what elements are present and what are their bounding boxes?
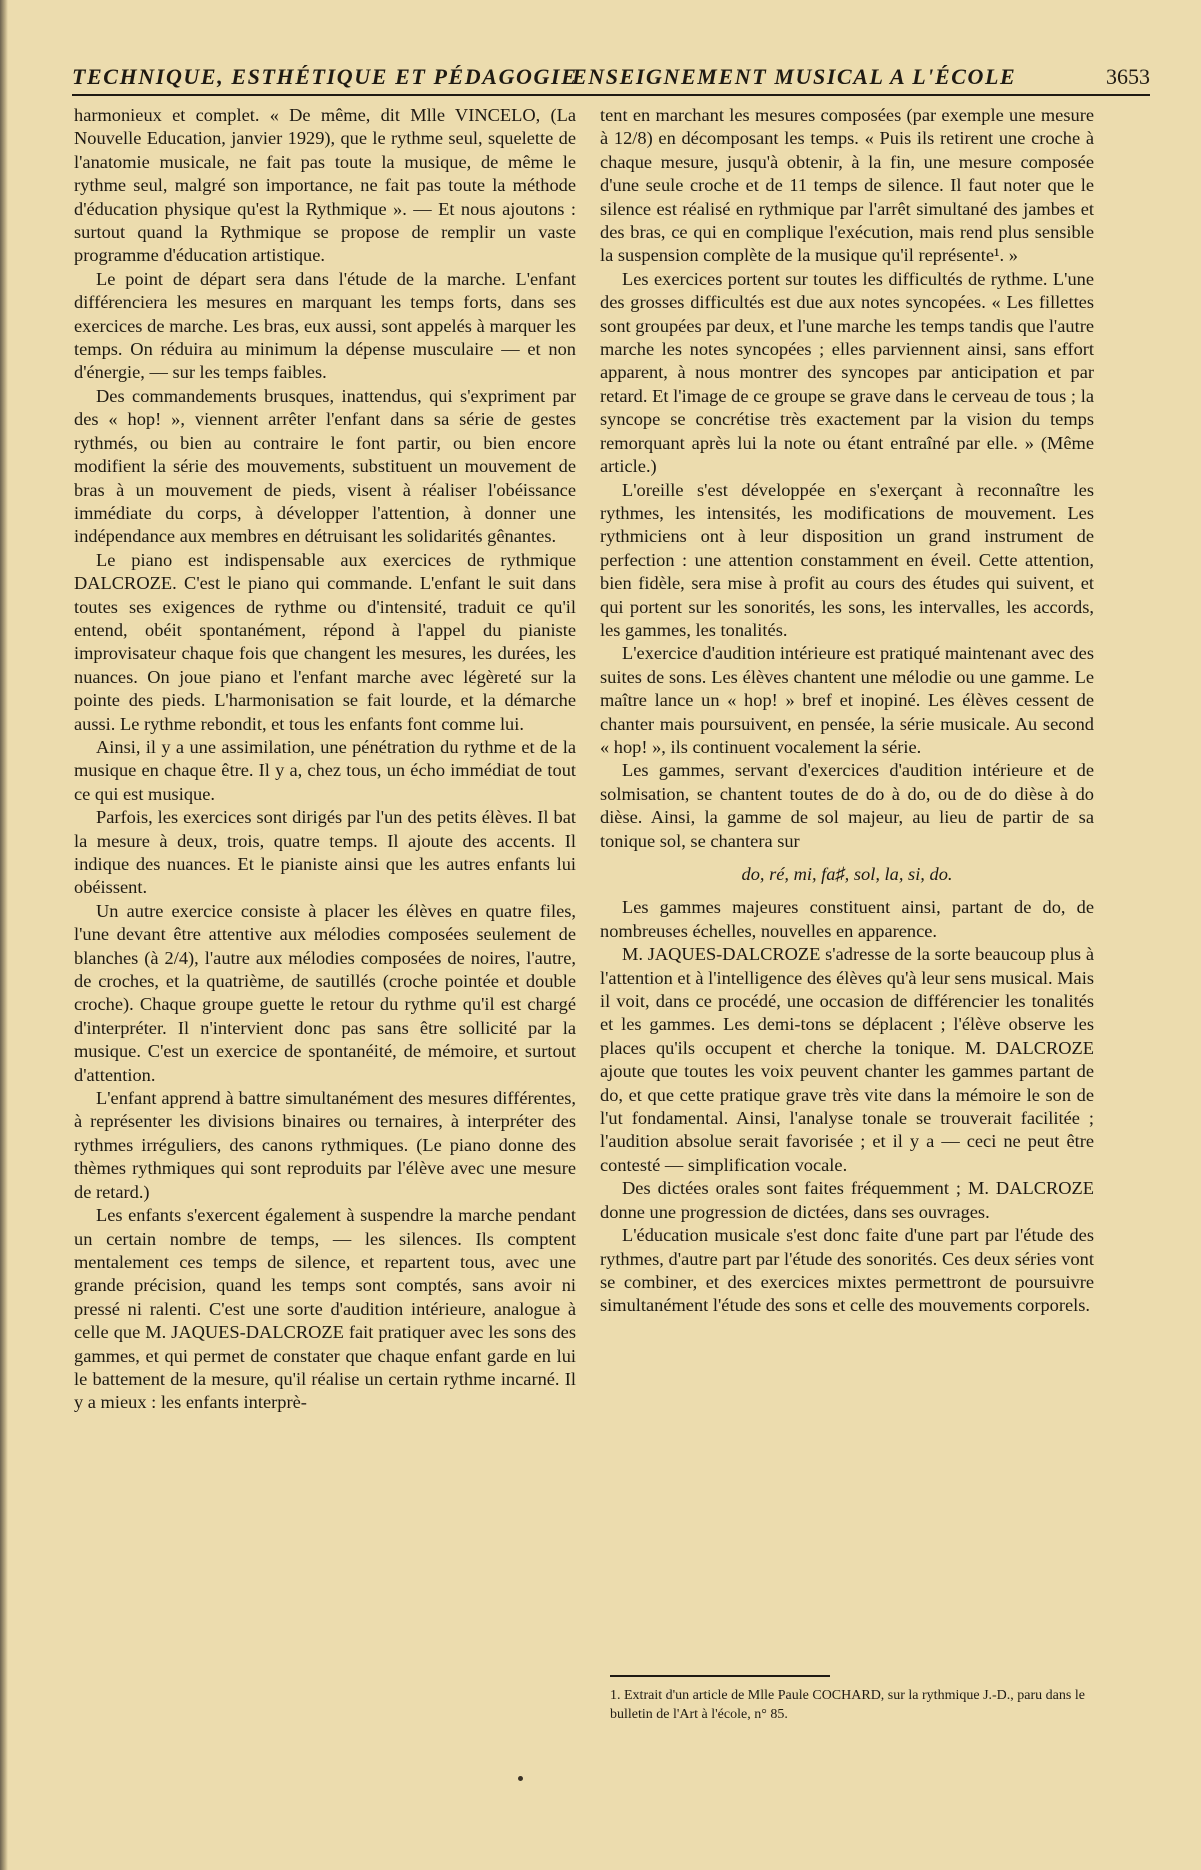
paragraph: Le piano est indispensable aux exercices de rythmique DALCROZE. C'est le piano qui commande. L'enfant le suit dans toutes ses exigences de rythme ou d'intensité, traduit ce qu'il entend, obéit spontanément, répond à l'appel du pianiste improvisateur chaque fois que changent les mesures, les durées, les nuances. On joue piano et l'enfant marche avec légèreté sur la pointe des pieds. L'harmonisation se fait lourde, et la démarche aussi. Le rythme rebondit, et tous les enfants font comme lui. <box>74 549 576 734</box>
solfege-scale-line: do, ré, mi, fa♯, sol, la, si, do. <box>741 864 953 884</box>
page-mark-dot <box>518 1776 523 1781</box>
right-column <box>600 104 1094 1318</box>
paragraph: Des dictées orales sont faites fréquemment ; M. DALCROZE donne une progression de dictées, dans ses ouvrages. <box>600 1178 1094 1222</box>
paragraph: Des commandements brusques, inattendus, qui s'expriment par des « hop! », viennent arrêter l'enfant dans sa série de gestes rythmés, ou bien au contraire le font partir, ou bien encore modifient la série des mouvements, substituent un mouvement de bras à un mouvement de pieds, visent à réaliser l'obéissance immédiate du corps, à développer l'attention, à donner une indépendance aux membres en détruisant les solidarités gênantes. <box>74 385 576 547</box>
page-number: 3653 <box>1106 64 1150 89</box>
paragraph: Ainsi, il y a une assimilation, une pénétration du rythme et de la musique en chaque être. Il y a, chez tous, un écho immédiat de tout ce qui est musique. <box>74 736 576 804</box>
paragraph: L'exercice d'audition intérieure est pratiqué maintenant avec des suites de sons. Les élèves chantent une mélodie ou une gamme. Le maître lance un « hop! » bref et inopiné. Les élèves cessent de chanter mais poursuivent, en pensée, la série musicale. Au second « hop! », ils continuent vocalement la série. <box>600 643 1094 757</box>
running-header <box>72 62 1150 96</box>
left-column <box>74 104 576 1415</box>
paragraph: tent en marchant les mesures composées (par exemple une mesure à 12/8) en décomposant les temps. « Puis ils retirent une croche à chaque mesure, jusqu'à obtenir, à la fin, une mesure composée d'une seule croche et de 11 temps de silence. Il faut noter que le silence est réalisé en rythmique par l'arrêt simultané des jambes et des bras, ce qui en complique l'exécution, mais rend plus sensible la suspension complète de la musique qu'il représente¹. » <box>600 105 1094 266</box>
paragraph: Les gammes, servant d'exercices d'audition intérieure et de solmisation, se chantent toutes de do à do, ou de do dièse à do dièse. Ainsi, la gamme de sol majeur, au lieu de partir de sa tonique sol, se chantera sur <box>600 760 1094 851</box>
paragraph: L'éducation musicale s'est donc faite d'une part par l'étude des rythmes, d'autre part par l'étude des sonorités. Ces deux séries vont se combiner, et des exercices mixtes permettront de poursuivre simultanément l'étude des sons et celle des mouvements corporels. <box>600 1225 1094 1316</box>
header-left-title: TECHNIQUE, ESTHÉTIQUE ET PÉDAGOGIE <box>72 64 578 89</box>
paragraph: harmonieux et complet. « De même, dit Mlle VINCELO, (La Nouvelle Education, janvier 1929), que le rythme seul, squelette de l'anatomie musicale, ne fait pas toute la musique, de même le rythme seul, malgré son importance, ne fait pas toute la méthode d'éducation physique qu'est la Rythmique ». — Et nous ajoutons : surtout quand la Rythmique se propose de remplir un vaste programme d'éducation artistique. <box>74 105 576 266</box>
paragraph: Les gammes majeures constituent ainsi, partant de do, de nombreuses échelles, nouvelles en apparence. <box>600 897 1094 941</box>
paragraph: Un autre exercice consiste à placer les élèves en quatre files, l'une devant être attentive aux mélodies composées seulement de blanches (à 2/4), l'autre aux mélodies composées de noires, l'autre, de croches, et la quatrième, de sautillés (croche pointée et double croche). Chaque groupe guette le retour du rythme qu'il est chargé d'interpréter. Il n'intervient donc pas sans être sollicité par la musique. C'est un exercice de spontanéité, de mémoire, et surtout d'attention. <box>74 900 576 1085</box>
paragraph: Les exercices portent sur toutes les difficultés de rythme. L'une des grosses difficultés est due aux notes syncopées. « Les fillettes sont groupées par deux, et l'une marche les temps tandis que l'autre marche les notes syncopées ; elles parviennent ainsi, sans effort apparent, à nous montrer des syncopes par anticipation et par retard. Et l'image de ce groupe se grave dans le cerveau de tous ; la syncope se concrétise très exactement par la vision du temps remorquant après lui la note ou étant entraîné par elle. » (Même article.) <box>600 268 1094 477</box>
footnote-rule <box>610 1675 830 1677</box>
paragraph: L'oreille s'est développée en s'exerçant à reconnaître les rythmes, les intensités, les modifications de mouvement. Les rythmiciens ont à leur disposition un grand instrument de perfection : une attention constamment en éveil. Cette attention, bien fidèle, sera mise à profit au cours des études qui suivent, et qui portent sur les sonorités, les sons, les intervalles, les accords, les gammes, les tonalités. <box>600 479 1094 640</box>
paragraph: Parfois, les exercices sont dirigés par l'un des petits élèves. Il bat la mesure à deux, trois, quatre temps. Il ajoute des accents. Il indique des nuances. Et le pianiste ainsi que les autres enfants lui obéissent. <box>74 807 576 898</box>
header-right-title: ENSEIGNEMENT MUSICAL A L'ÉCOLE <box>572 64 1017 89</box>
book-spine-shadow <box>0 0 8 1870</box>
footnote: 1. Extrait d'un article de Mlle Paule COCHARD, sur la rythmique J.-D., paru dans le bulletin de l'Art à l'école, n° 85. <box>610 1688 1085 1722</box>
paragraph: Le point de départ sera dans l'étude de la marche. L'enfant différenciera les mesures en marquant les temps forts, dans ses exercices de marche. Les bras, eux aussi, sont appelés à marquer les temps. On réduira au minimum la dépense musculaire — et non d'énergie, — sur les temps faibles. <box>74 268 576 383</box>
paragraph: Les enfants s'exercent également à suspendre la marche pendant un certain nombre de temps, — les silences. Ils comptent mentalement ces temps de silence, et repartent tous, avec une grande précision, quand les temps sont comptés, sans avoir ni pressé ni ralenti. C'est une sorte d'audition intérieure, analogue à celle que M. JAQUES-DALCROZE fait pratiquer avec les sons des gammes, et qui permet de constater que chaque enfant garde en lui le battement de la mesure, qu'il réalise un certain rythme incarné. Il y a mieux : les enfants interprè- <box>74 1205 576 1413</box>
paragraph: L'enfant apprend à battre simultanément des mesures différentes, à représenter les divisions binaires ou ternaires, à interpréter des rythmes irréguliers, des canons rythmiques. (Le piano donne des thèmes rythmiques qui sont reproduits par l'élève avec une mesure de retard.) <box>74 1088 576 1202</box>
header-rule <box>72 94 1150 96</box>
paragraph: M. JAQUES-DALCROZE s'adresse de la sorte beaucoup plus à l'attention et à l'intelligence des élèves qu'à leur sens musical. Mais il voit, dans ce procédé, une occasion de différencier les tonalités et les gammes. Les demi-tons se déplacent ; l'élève observe les places qu'ils occupent et cherche la tonique. M. DALCROZE ajoute que toutes les voix peuvent chanter les gammes partant de do, et que cette pratique grave très vite dans la mémoire le son de l'ut fondamental. Ainsi, l'analyse tonale se trouverait facilitée ; l'audition absolue serait favorisée ; et il y a — ceci ne peut être contesté — simplification vocale. <box>600 944 1094 1175</box>
